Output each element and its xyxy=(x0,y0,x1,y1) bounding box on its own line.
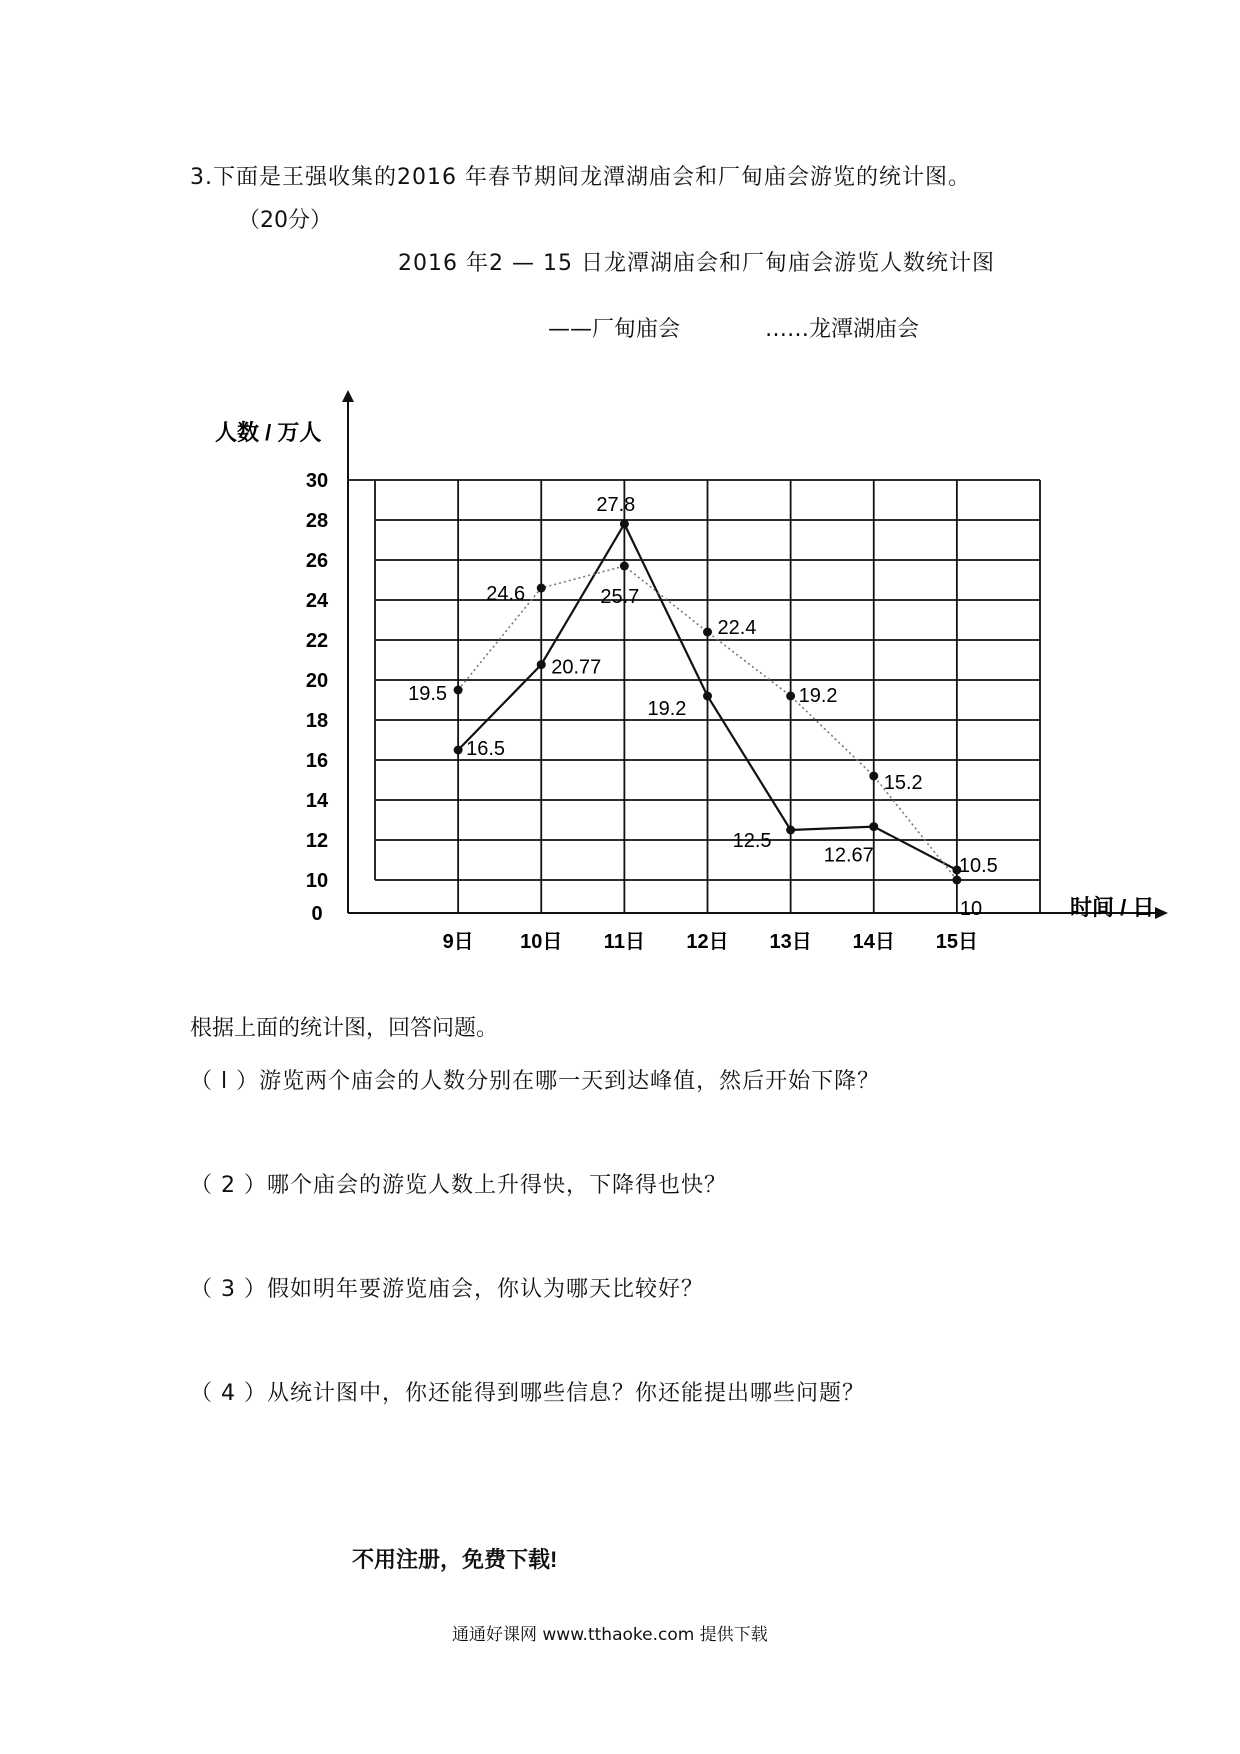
y-tick-label: 26 xyxy=(305,550,329,572)
question-3: （ 3 ）假如明年要游览庙会，你认为哪天比较好？ xyxy=(190,1277,704,1302)
question-1: （ l ）游览两个庙会的人数分别在哪一天到达峰值，然后开始下降？ xyxy=(190,1069,881,1094)
download-notice: 不用注册，免费下载! xyxy=(352,1547,558,1572)
data-point xyxy=(703,628,712,637)
question-2: （ 2 ）哪个庙会的游览人数上升得快，下降得也快？ xyxy=(190,1173,727,1198)
data-point xyxy=(869,772,878,781)
x-tick-label: 10日 xyxy=(520,931,563,953)
y-tick-label: 10 xyxy=(305,870,329,892)
data-label: 25.7 xyxy=(600,586,640,608)
y-tick-label: 30 xyxy=(305,470,329,492)
x-tick-label: 15日 xyxy=(935,931,978,953)
chart-data-labels xyxy=(408,494,998,920)
data-label: 10 xyxy=(959,898,983,920)
data-point xyxy=(869,822,878,831)
data-label: 27.8 xyxy=(596,494,636,516)
x-tick-label: 9日 xyxy=(442,931,474,953)
data-label: 20.77 xyxy=(551,656,602,679)
legend-dotted-label: ……龙潭湖庙会 xyxy=(765,317,920,342)
x-tick-label: 13日 xyxy=(769,931,812,953)
x-tick-label: 12日 xyxy=(686,931,729,953)
data-point xyxy=(620,562,629,571)
data-label: 16.5 xyxy=(466,738,506,760)
question-4: （ 4 ）从统计图中，你还能得到哪些信息？你还能提出哪些问题？ xyxy=(190,1381,865,1406)
chart-title: 2016 年2 — 15 日龙潭湖庙会和厂甸庙会游览人数统计图 xyxy=(398,251,995,276)
data-point xyxy=(454,746,463,755)
y-axis-label: 人数 / 万人 xyxy=(215,420,322,445)
line-chart xyxy=(200,400,1200,953)
instructions: 根据上面的统计图，回答问题。 xyxy=(190,1016,499,1041)
data-label: 10.5 xyxy=(958,855,998,877)
y-tick-label: 22 xyxy=(305,630,329,652)
x-axis-label: 时间 / 日 xyxy=(1070,895,1155,920)
data-label: 12.67 xyxy=(823,844,874,867)
data-point xyxy=(786,692,795,701)
y-tick-label: 18 xyxy=(305,710,329,732)
data-label: 15.2 xyxy=(883,772,923,794)
y-tick-label: 28 xyxy=(305,510,329,532)
data-point xyxy=(786,826,795,835)
y-tick-label: 24 xyxy=(305,590,329,612)
data-point xyxy=(537,660,546,669)
legend-solid-label: ——厂甸庙会 xyxy=(548,317,681,342)
data-label: 24.6 xyxy=(486,583,526,605)
chart-legend xyxy=(548,312,997,343)
data-label: 22.4 xyxy=(717,617,757,639)
data-label: 19.2 xyxy=(647,698,687,720)
x-tick-label: 14日 xyxy=(852,931,895,953)
data-point xyxy=(703,692,712,701)
data-point xyxy=(454,686,463,695)
x-axis-arrow xyxy=(1155,907,1168,919)
y-tick-label: 20 xyxy=(305,670,329,692)
data-label: 19.2 xyxy=(798,685,838,707)
y-tick-label: 12 xyxy=(305,830,329,852)
data-point xyxy=(620,520,629,529)
data-point xyxy=(537,584,546,593)
data-label: 19.5 xyxy=(408,683,448,705)
page-footer: 通通好课网 www.tthaoke.com 提供下载 xyxy=(452,1625,768,1645)
question-score: （20分） xyxy=(238,208,332,233)
y-axis-arrow xyxy=(342,390,354,402)
x-tick-label: 11日 xyxy=(603,931,645,953)
question-title: 3.下面是王强收集的2016 年春节期间龙潭湖庙会和厂甸庙会游览的统计图。 xyxy=(190,165,971,190)
y-tick-label: 0 xyxy=(311,903,323,925)
data-label: 12.5 xyxy=(732,830,772,852)
y-tick-label: 16 xyxy=(305,750,329,772)
y-tick-label: 14 xyxy=(305,790,329,812)
